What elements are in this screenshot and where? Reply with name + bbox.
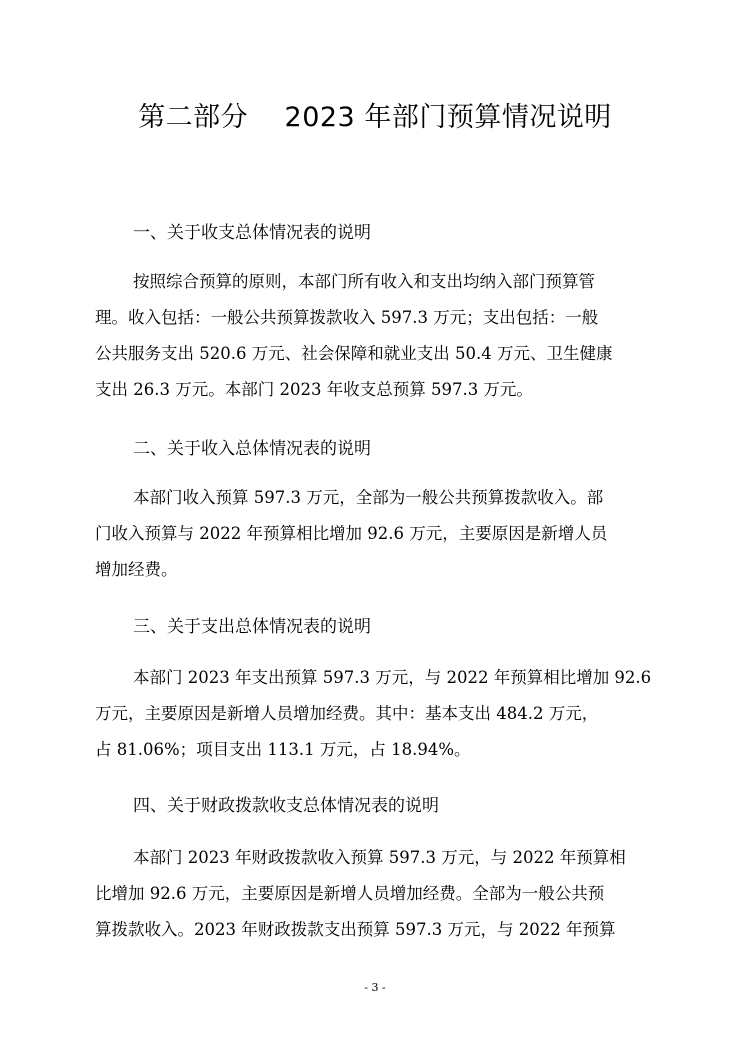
paragraph-line: 支出 26.3 万元。本部门 2023 年收支总预算 597.3 万元。 xyxy=(95,380,533,399)
paragraph-line: 占 81.06%；项目支出 113.1 万元，占 18.94%。 xyxy=(95,740,471,759)
section-heading-2: 二、关于收入总体情况表的说明 xyxy=(133,439,371,459)
paragraph-line: 按照综合预算的原则，本部门所有收入和支出均纳入部门预算管 xyxy=(133,272,595,291)
paragraph-line: 算拨款收入。2023 年财政拨款支出预算 597.3 万元，与 2022 年预算 xyxy=(95,920,616,939)
paragraph-line: 比增加 92.6 万元，主要原因是新增人员增加经费。全部为一般公共预 xyxy=(95,884,605,903)
paragraph-line: 门收入预算与 2022 年预算相比增加 92.6 万元，主要原因是新增人员 xyxy=(95,524,608,543)
section-heading-1: 一、关于收支总体情况表的说明 xyxy=(133,223,371,243)
section-paragraph-2 xyxy=(95,480,657,588)
section-paragraph-4 xyxy=(95,840,657,948)
section-heading-3: 三、关于支出总体情况表的说明 xyxy=(133,617,371,637)
paragraph-line: 万元，主要原因是新增人员增加经费。其中：基本支出 484.2 万元， xyxy=(95,704,599,723)
page-number: - 3 - xyxy=(364,981,386,994)
section-heading-4: 四、关于财政拨款收支总体情况表的说明 xyxy=(133,796,439,816)
paragraph-line: 本部门 2023 年财政拨款收入预算 597.3 万元，与 2022 年预算相 xyxy=(133,848,626,867)
section-paragraph-1 xyxy=(95,264,657,408)
section-paragraph-3 xyxy=(95,660,657,768)
page-title: 第二部分 2023 年部门预算情况说明 xyxy=(138,102,612,133)
paragraph-line: 本部门 2023 年支出预算 597.3 万元，与 2022 年预算相比增加 92.6 xyxy=(133,668,652,687)
paragraph-line: 本部门收入预算 597.3 万元，全部为一般公共预算拨款收入。部 xyxy=(133,488,604,507)
paragraph-line: 增加经费。 xyxy=(95,560,178,579)
paragraph-line: 理。收入包括：一般公共预算拨款收入 597.3 万元；支出包括：一般 xyxy=(95,308,599,327)
paragraph-line: 公共服务支出 520.6 万元、社会保障和就业支出 50.4 万元、卫生健康 xyxy=(95,344,613,363)
